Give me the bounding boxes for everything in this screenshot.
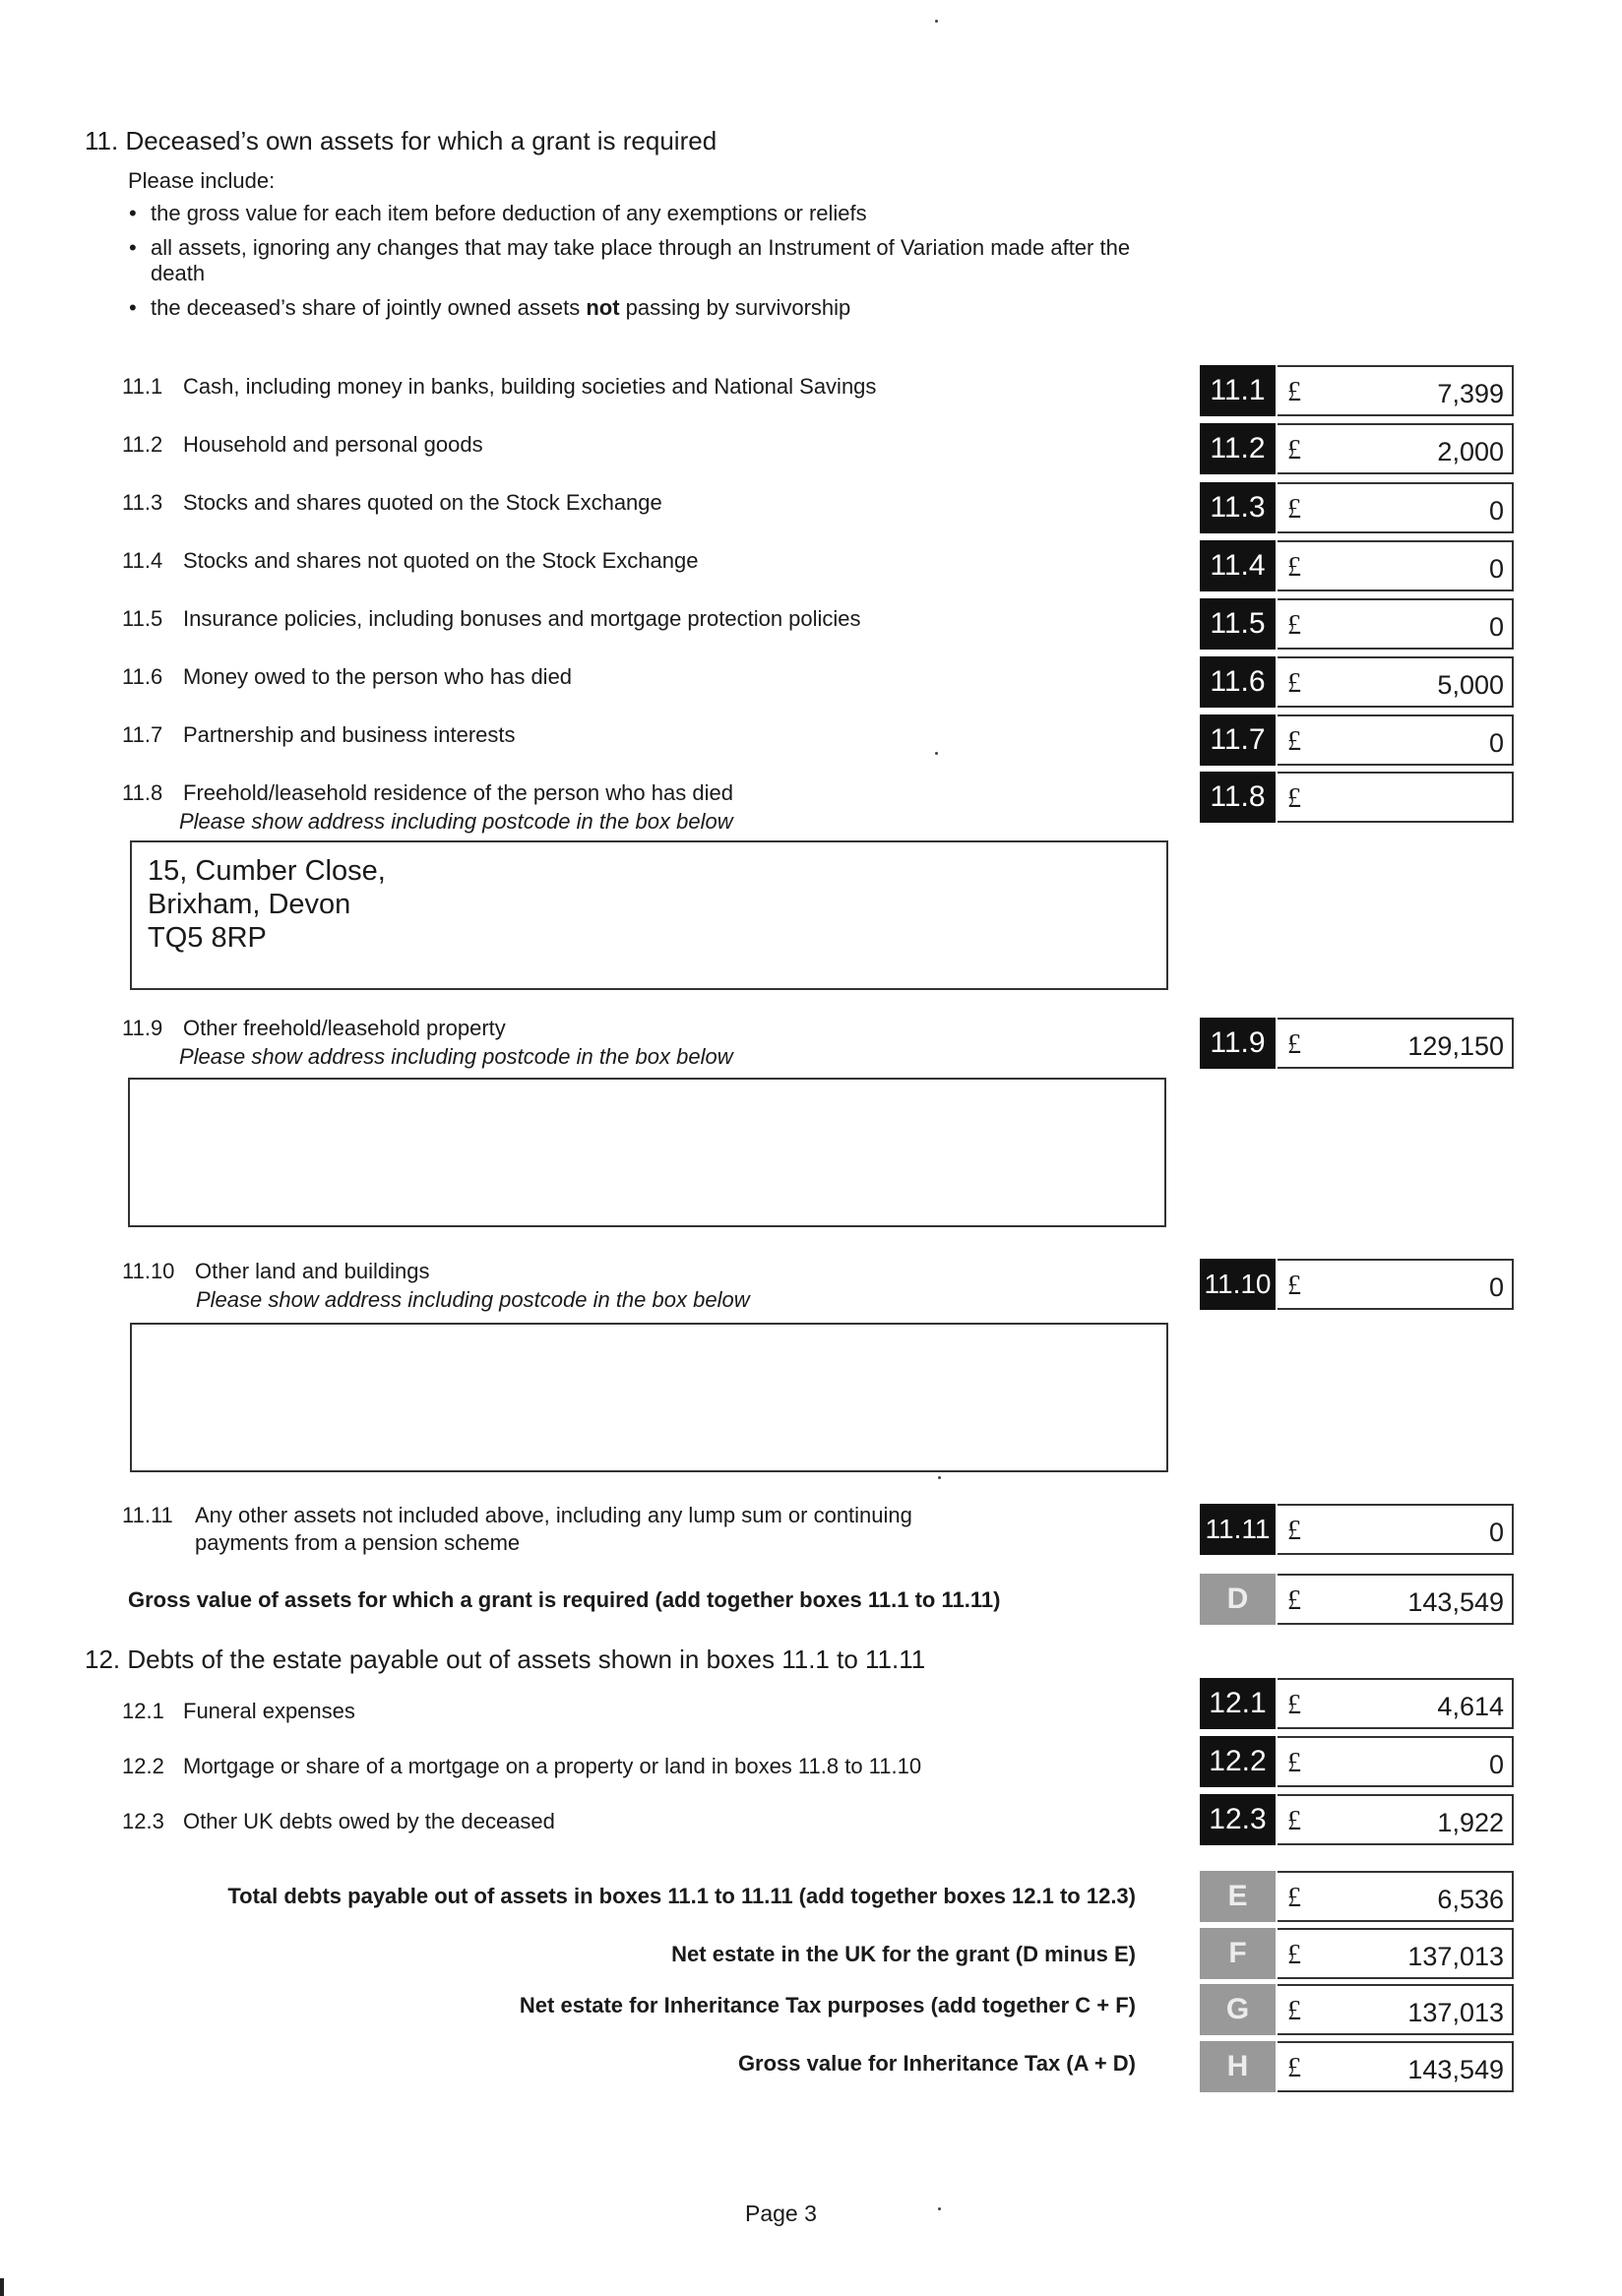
- value-11-3: 0: [1488, 496, 1504, 526]
- item-11-2: 11.2 Household and personal goods: [122, 432, 483, 457]
- box-label-11-7: 11.7: [1200, 714, 1276, 766]
- value-11-2: 2,000: [1437, 437, 1504, 466]
- section-11-intro: Please include:: [128, 168, 276, 193]
- item-11-6: 11.6 Money owed to the person who has died: [122, 664, 573, 689]
- value-11-11: 0: [1488, 1518, 1504, 1547]
- value-11-5: 0: [1488, 612, 1504, 642]
- field-F[interactable]: £ 137,013: [1278, 1928, 1514, 1979]
- box-label-12-1: 12.1: [1200, 1678, 1276, 1729]
- value-12-3: 1,922: [1437, 1808, 1504, 1837]
- address-box-11-10[interactable]: [130, 1323, 1168, 1472]
- box-H: [1200, 2041, 1514, 2092]
- item-12-2: 12.2 Mortgage or share of a mortgage on a property or land in boxes 11.8 to 11.10: [122, 1754, 922, 1778]
- field-11-3[interactable]: £ 0: [1278, 482, 1514, 533]
- value-G: 137,013: [1407, 1998, 1504, 2027]
- field-11-7[interactable]: £ 0: [1278, 714, 1514, 766]
- scan-speck: [935, 752, 938, 755]
- value-11-1: 7,399: [1437, 379, 1504, 408]
- item-12-3: 12.3 Other UK debts owed by the deceased: [122, 1809, 555, 1833]
- field-H[interactable]: £ 143,549: [1278, 2041, 1514, 2092]
- section-12-title: 12. Debts of the estate payable out of assets shown in boxes 11.1 to 11.11: [85, 1644, 926, 1674]
- item-11-5: 11.5 Insurance policies, including bonuses and mortgage protection policies: [122, 606, 861, 631]
- scan-edge-mark: [0, 2278, 4, 2296]
- item-11-9: 11.9 Other freehold/leasehold property: [122, 1016, 506, 1040]
- box-label-11-10: 11.10: [1200, 1259, 1276, 1310]
- field-11-5[interactable]: £ 0: [1278, 598, 1514, 650]
- value-H: 143,549: [1407, 2055, 1504, 2084]
- bullet-3: • the deceased’s share of jointly owned assets not passing by survivorship: [129, 295, 851, 320]
- gross-value-label: Gross value of assets for which a grant is required (add together boxes 11.1 to 11.11): [128, 1587, 1001, 1612]
- box-12-2: [1200, 1736, 1514, 1787]
- box-label-12-2: 12.2: [1200, 1736, 1276, 1787]
- field-G[interactable]: £ 137,013: [1278, 1984, 1514, 2035]
- box-label-11-11: 11.11: [1200, 1504, 1276, 1555]
- bullet-1: • the gross value for each item before deduction of any exemptions or reliefs: [129, 201, 867, 225]
- box-D: [1200, 1574, 1514, 1625]
- value-11-4: 0: [1488, 554, 1504, 584]
- net-estate-uk-label: Net estate in the UK for the grant (D minus E): [671, 1942, 1136, 1966]
- box-11-7: [1200, 714, 1514, 766]
- address-line-1: 15, Cumber Close,: [148, 855, 386, 887]
- box-label-11-3: 11.3: [1200, 482, 1276, 533]
- box-label-G: G: [1200, 1984, 1276, 2035]
- box-label-12-3: 12.3: [1200, 1794, 1276, 1845]
- item-11-1: 11.1 Cash, including money in banks, building societies and National Savings: [122, 374, 877, 399]
- box-11-8: [1200, 772, 1514, 823]
- field-12-2[interactable]: £ 0: [1278, 1736, 1514, 1787]
- item-11-4: 11.4 Stocks and shares not quoted on the Stock Exchange: [122, 548, 699, 573]
- box-label-F: F: [1200, 1928, 1276, 1979]
- box-label-11-1: 11.1: [1200, 365, 1276, 416]
- box-11-9: [1200, 1018, 1514, 1069]
- field-12-3[interactable]: £ 1,922: [1278, 1794, 1514, 1845]
- box-label-H: H: [1200, 2041, 1276, 2092]
- box-11-1: [1200, 365, 1514, 416]
- box-label-11-2: 11.2: [1200, 423, 1276, 474]
- value-11-10: 0: [1488, 1272, 1504, 1302]
- box-label-11-5: 11.5: [1200, 598, 1276, 650]
- scan-speck: [938, 1476, 941, 1479]
- box-11-11: [1200, 1504, 1514, 1555]
- box-12-1: [1200, 1678, 1514, 1729]
- field-11-11[interactable]: £ 0: [1278, 1504, 1514, 1555]
- box-11-2: [1200, 423, 1514, 474]
- item-12-1: 12.1 Funeral expenses: [122, 1699, 355, 1723]
- field-11-2[interactable]: £ 2,000: [1278, 423, 1514, 474]
- field-11-8[interactable]: £: [1278, 772, 1514, 823]
- box-11-10: [1200, 1259, 1514, 1310]
- box-F: [1200, 1928, 1514, 1979]
- field-11-6[interactable]: £ 5,000: [1278, 656, 1514, 708]
- item-11-11: 11.11 Any other assets not included above, including any lump sum or continuing payments from a pension scheme: [122, 1503, 912, 1555]
- field-11-10[interactable]: £ 0: [1278, 1259, 1514, 1310]
- scan-speck: [935, 20, 938, 23]
- value-11-6: 5,000: [1437, 670, 1504, 700]
- section-11-title: 11. Deceased’s own assets for which a grant is required: [85, 126, 717, 155]
- box-E: [1200, 1871, 1514, 1922]
- box-G: [1200, 1984, 1514, 2035]
- box-11-5: [1200, 598, 1514, 650]
- field-11-9[interactable]: £ 129,150: [1278, 1018, 1514, 1069]
- box-12-3: [1200, 1794, 1514, 1845]
- bullet-2: • all assets, ignoring any changes that may take place through an Instrument of Variation made after the death: [129, 235, 1131, 285]
- item-11-3: 11.3 Stocks and shares quoted on the Stock Exchange: [122, 490, 662, 515]
- address-box-11-9[interactable]: [128, 1078, 1166, 1227]
- box-label-D: D: [1200, 1574, 1276, 1625]
- box-label-11-8: 11.8: [1200, 772, 1276, 823]
- value-D: 143,549: [1407, 1587, 1504, 1617]
- item-11-7: 11.7 Partnership and business interests: [122, 722, 516, 747]
- address-line-3: TQ5 8RP: [148, 922, 267, 954]
- page-number: Page 3: [745, 2201, 817, 2226]
- value-11-9: 129,150: [1407, 1031, 1504, 1061]
- address-box-11-8[interactable]: [130, 840, 1168, 990]
- box-11-4: [1200, 540, 1514, 591]
- box-label-E: E: [1200, 1871, 1276, 1922]
- item-11-10-hint: Please show address including postcode in the box below: [196, 1287, 750, 1312]
- field-11-1[interactable]: £ 7,399: [1278, 365, 1514, 416]
- box-label-11-6: 11.6: [1200, 656, 1276, 708]
- item-11-8-hint: Please show address including postcode in the box below: [179, 809, 733, 834]
- net-estate-iht-label: Net estate for Inheritance Tax purposes (add together C + F): [519, 1993, 1136, 2017]
- box-11-3: [1200, 482, 1514, 533]
- item-11-10: 11.10 Other land and buildings: [122, 1259, 430, 1283]
- field-D[interactable]: £ 143,549: [1278, 1574, 1514, 1625]
- total-debts-label: Total debts payable out of assets in boxes 11.1 to 11.11 (add together boxes 12.1 to 12.3): [227, 1884, 1136, 1908]
- item-11-9-hint: Please show address including postcode in the box below: [179, 1044, 733, 1069]
- value-12-2: 0: [1488, 1750, 1504, 1779]
- value-E: 6,536: [1437, 1885, 1504, 1914]
- field-E[interactable]: £ 6,536: [1278, 1871, 1514, 1922]
- address-line-2: Brixham, Devon: [148, 889, 351, 920]
- box-11-6: [1200, 656, 1514, 708]
- value-12-1: 4,614: [1437, 1692, 1504, 1721]
- value-11-7: 0: [1488, 728, 1504, 758]
- item-11-8: 11.8 Freehold/leasehold residence of the person who has died: [122, 780, 733, 805]
- box-label-11-4: 11.4: [1200, 540, 1276, 591]
- box-label-11-9: 11.9: [1200, 1018, 1276, 1069]
- scan-speck: [938, 2207, 941, 2210]
- gross-iht-label: Gross value for Inheritance Tax (A + D): [737, 2051, 1136, 2076]
- field-12-1[interactable]: £ 4,614: [1278, 1678, 1514, 1729]
- field-11-4[interactable]: £ 0: [1278, 540, 1514, 591]
- value-F: 137,013: [1407, 1942, 1504, 1971]
